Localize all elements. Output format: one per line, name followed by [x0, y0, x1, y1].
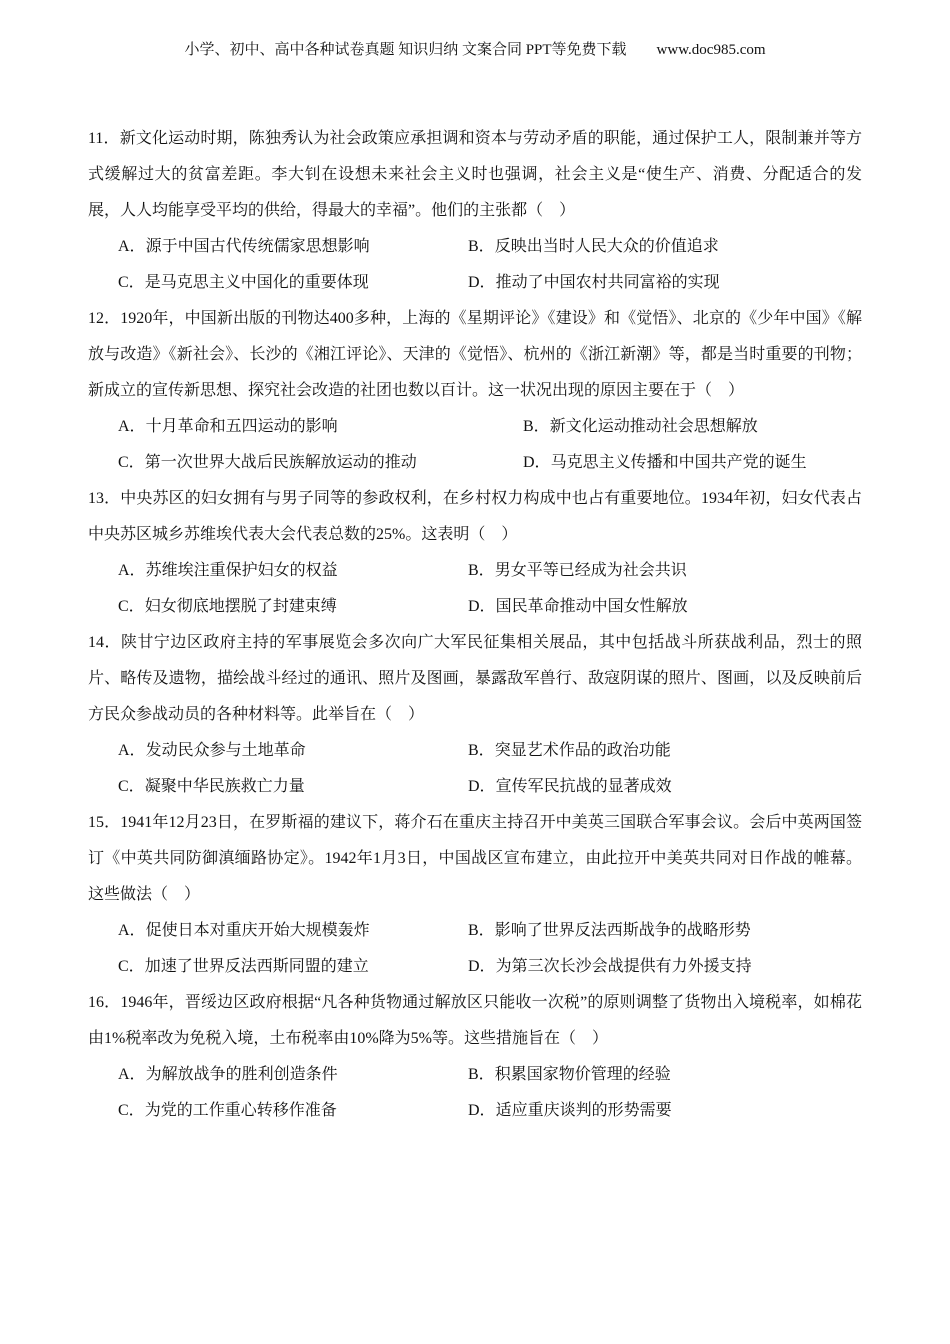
option-c[interactable] — [118, 589, 468, 625]
option-text: 为第三次长沙会战提供有力外援支持 — [495, 958, 752, 975]
question-12 — [88, 301, 862, 481]
question-number: 14． — [88, 634, 121, 651]
option-list — [88, 229, 862, 301]
question-list — [88, 121, 862, 1129]
option-c[interactable] — [118, 769, 468, 805]
option-b[interactable] — [468, 553, 862, 589]
option-text: 促使日本对重庆开始大规模轰炸 — [145, 922, 370, 939]
option-text: 适应重庆谈判的形势需要 — [495, 1102, 672, 1119]
option-a[interactable] — [118, 553, 468, 589]
question-text: 1920年，中国新出版的刊物达400多种，上海的《星期评论》《建设》和《觉悟》、北京的《少年中国》《解放与改造》《新社会》、长沙的《湘江评论》、天津的《觉悟》、杭州的《浙江新潮》等，都是当时重要的刊物；新成立的宣传新思想、探究社会改造的社团也数以百计。这一状况出现的原因主要在于（ ） — [88, 310, 862, 399]
question-number: 11． — [88, 130, 120, 147]
option-label: B． — [468, 742, 495, 759]
option-text: 发动民众参与土地革命 — [145, 742, 306, 759]
option-text: 宣传军民抗战的显著成效 — [495, 778, 672, 795]
question-15 — [88, 805, 862, 985]
question-11 — [88, 121, 862, 301]
question-stem — [88, 481, 862, 553]
option-text: 反映出当时人民大众的价值追求 — [494, 238, 719, 255]
option-b[interactable] — [468, 229, 862, 265]
question-stem — [88, 985, 862, 1057]
option-d[interactable] — [468, 589, 862, 625]
option-list — [88, 733, 862, 805]
question-text: 陕甘宁边区政府主持的军事展览会多次向广大军民征集相关展品，其中包括战斗所获战利品，烈士的照片、略传及遗物，描绘战斗经过的通讯、照片及图画，暴露敌军兽行、敌寇阴谋的照片、图画，以及反映前后方民众参战动员的各种材料等。此举旨在（ ） — [88, 634, 862, 723]
question-number: 15． — [88, 814, 121, 831]
option-b[interactable] — [468, 733, 862, 769]
option-list — [88, 1057, 862, 1129]
option-label: A． — [118, 742, 146, 759]
option-b[interactable] — [468, 1057, 862, 1093]
option-a[interactable] — [118, 409, 523, 445]
option-label: D． — [523, 454, 551, 471]
question-text: 中央苏区的妇女拥有与男子同等的参政权利，在乡村权力构成中也占有重要地位。1934年初，妇女代表占中央苏区城乡苏维埃代表大会代表总数的25%。这表明（ ） — [88, 490, 862, 543]
option-text: 国民革命推动中国女性解放 — [495, 598, 688, 615]
option-label: D． — [468, 1102, 496, 1119]
option-c[interactable] — [118, 445, 523, 481]
option-label: A． — [118, 238, 146, 255]
option-c[interactable] — [118, 265, 468, 301]
question-stem — [88, 625, 862, 733]
option-text: 新文化运动推动社会思想解放 — [549, 418, 758, 435]
option-d[interactable] — [468, 769, 862, 805]
option-text: 影响了世界反法西斯战争的战略形势 — [494, 922, 751, 939]
option-list — [88, 553, 862, 625]
option-text: 源于中国古代传统儒家思想影响 — [145, 238, 370, 255]
option-label: A． — [118, 418, 146, 435]
option-text: 推动了中国农村共同富裕的实现 — [495, 274, 720, 291]
question-stem — [88, 121, 862, 229]
option-label: C． — [118, 454, 145, 471]
question-number: 13． — [88, 490, 121, 507]
question-number: 12． — [88, 310, 121, 327]
option-label: B． — [468, 922, 495, 939]
option-text: 加速了世界反法西斯同盟的建立 — [144, 958, 369, 975]
option-a[interactable] — [118, 229, 468, 265]
option-label: A． — [118, 922, 146, 939]
option-text: 突显艺术作品的政治功能 — [494, 742, 671, 759]
option-c[interactable] — [118, 949, 468, 985]
option-label: C． — [118, 958, 145, 975]
option-a[interactable] — [118, 733, 468, 769]
option-label: C． — [118, 274, 145, 291]
option-label: C． — [118, 1102, 145, 1119]
option-label: D． — [468, 778, 496, 795]
option-d[interactable] — [468, 1093, 862, 1129]
option-label: D． — [468, 598, 496, 615]
option-a[interactable] — [118, 1057, 468, 1093]
option-text: 为解放战争的胜利创造条件 — [145, 1066, 338, 1083]
option-list — [88, 409, 862, 481]
question-text: 1941年12月23日，在罗斯福的建议下，蒋介石在重庆主持召开中美英三国联合军事会议。会后中英两国签订《中英共同防御滇缅路协定》。1942年1月3日，中国战区宣布建立，由此拉开中美英共同对日作战的帷幕。这些做法（ ） — [88, 814, 862, 903]
option-label: C． — [118, 598, 145, 615]
option-label: B． — [523, 418, 550, 435]
option-b[interactable] — [468, 913, 862, 949]
option-text: 为党的工作重心转移作准备 — [144, 1102, 337, 1119]
question-text: 新文化运动时期，陈独秀认为社会政策应承担调和资本与劳动矛盾的职能，通过保护工人，限制兼并等方式缓解过大的贫富差距。李大钊在设想未来社会主义时也强调，社会主义是“使生产、消费、分配适合的发展，人人均能享受平均的供给，得最大的幸福”。他们的主张都（ ） — [88, 130, 862, 219]
question-stem — [88, 301, 862, 409]
option-d[interactable] — [468, 949, 862, 985]
question-stem — [88, 805, 862, 913]
option-label: B． — [468, 1066, 495, 1083]
question-text: 1946年，晋绥边区政府根据“凡各种货物通过解放区只能收一次税”的原则调整了货物出入境税率，如棉花由1%税率改为免税入境，土布税率由10%降为5%等。这些措施旨在（ ） — [88, 994, 862, 1047]
option-list — [88, 913, 862, 985]
question-14 — [88, 625, 862, 805]
option-text: 第一次世界大战后民族解放运动的推动 — [144, 454, 417, 471]
question-16 — [88, 985, 862, 1129]
option-a[interactable] — [118, 913, 468, 949]
question-13 — [88, 481, 862, 625]
option-label: D． — [468, 958, 496, 975]
option-text: 积累国家物价管理的经验 — [494, 1066, 671, 1083]
option-text: 马克思主义传播和中国共产党的诞生 — [550, 454, 807, 471]
option-label: B． — [468, 562, 495, 579]
option-label: C． — [118, 778, 145, 795]
option-label: D． — [468, 274, 496, 291]
option-c[interactable] — [118, 1093, 468, 1129]
option-text: 妇女彻底地摆脱了封建束缚 — [144, 598, 337, 615]
option-text: 苏维埃注重保护妇女的权益 — [145, 562, 338, 579]
option-label: A． — [118, 1066, 146, 1083]
option-text: 男女平等已经成为社会共识 — [494, 562, 687, 579]
option-label: B． — [468, 238, 495, 255]
page-header: 小学、初中、高中各种试卷真题 知识归纳 文案合同 PPT等免费下载 www.doc985.com — [184, 42, 766, 58]
option-d[interactable] — [468, 265, 862, 301]
question-number: 16． — [88, 994, 121, 1011]
option-b[interactable] — [523, 409, 862, 445]
option-text: 是马克思主义中国化的重要体现 — [144, 274, 369, 291]
option-label: A． — [118, 562, 146, 579]
option-text: 凝聚中华民族救亡力量 — [144, 778, 305, 795]
option-d[interactable] — [523, 445, 862, 481]
option-text: 十月革命和五四运动的影响 — [145, 418, 338, 435]
